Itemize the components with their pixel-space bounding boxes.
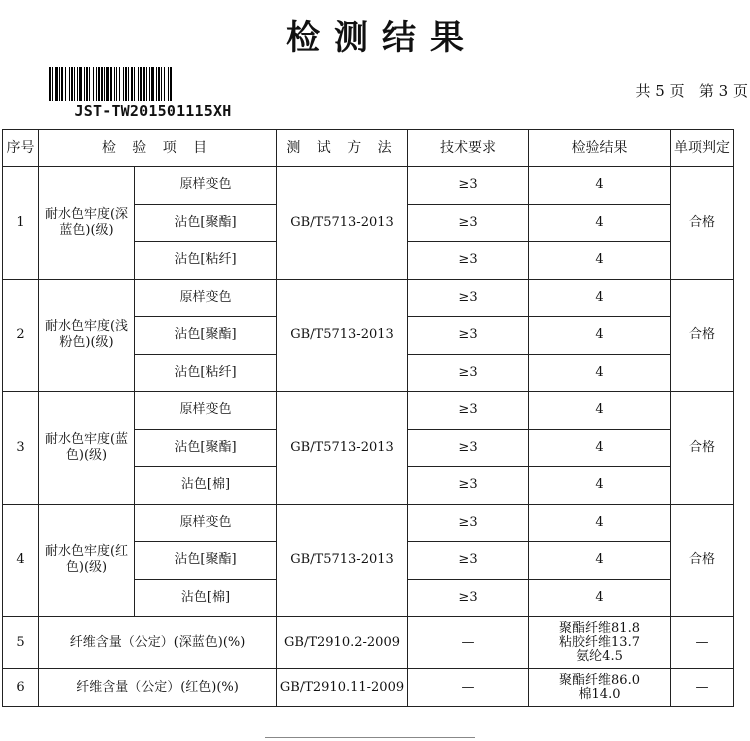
requirement: — xyxy=(408,669,529,707)
sub-item: 沾色[棉] xyxy=(135,579,277,617)
verdict: 合格 xyxy=(671,504,734,617)
result-line: 聚酯纤维86.0 xyxy=(559,672,640,688)
result: 4 xyxy=(529,317,671,355)
requirement: ≥3 xyxy=(408,354,529,392)
table-row xyxy=(3,504,734,542)
test-method: GB/T5713-2013 xyxy=(277,504,408,617)
test-item: 耐水色牢度(蓝色)(级) xyxy=(39,392,135,505)
col-header-result: 检验结果 xyxy=(529,130,671,167)
sub-item: 沾色[粘纤] xyxy=(135,354,277,392)
result xyxy=(529,669,671,707)
test-item: 耐水色牢度(深蓝色)(级) xyxy=(39,167,135,280)
col-header-method: 测 试 方 法 xyxy=(277,130,408,167)
barcode-number: JST-TW201501115XH xyxy=(74,102,232,120)
col-header-verdict: 单项判定 xyxy=(671,130,734,167)
result-line: 聚酯纤维81.8 xyxy=(559,620,640,636)
row-number: 1 xyxy=(3,167,39,280)
sub-item: 沾色[粘纤] xyxy=(135,242,277,280)
report-title: 检测结果 xyxy=(286,18,478,58)
verdict: — xyxy=(671,617,734,669)
test-item: 耐水色牢度(浅粉色)(级) xyxy=(39,279,135,392)
result: 4 xyxy=(529,392,671,430)
requirement: ≥3 xyxy=(408,279,529,317)
requirement: ≥3 xyxy=(408,242,529,280)
result: 4 xyxy=(529,167,671,205)
row-number: 6 xyxy=(3,669,39,707)
sub-item: 沾色[聚酯] xyxy=(135,542,277,580)
col-header-no: 序号 xyxy=(3,130,39,167)
test-method: GB/T2910.2-2009 xyxy=(277,617,408,669)
requirement: ≥3 xyxy=(408,392,529,430)
test-item: 纤维含量（公定）(红色)(%) xyxy=(39,669,277,707)
test-item: 纤维含量（公定）(深蓝色)(%) xyxy=(39,617,277,669)
sub-item: 原样变色 xyxy=(135,392,277,430)
requirement: ≥3 xyxy=(408,504,529,542)
row-number: 4 xyxy=(3,504,39,617)
requirement: ≥3 xyxy=(408,542,529,580)
requirement: ≥3 xyxy=(408,167,529,205)
result-line: 棉14.0 xyxy=(578,686,621,702)
results-table xyxy=(2,129,734,707)
table-row xyxy=(3,279,734,317)
sub-item: 原样变色 xyxy=(135,279,277,317)
result-line: 氨纶4.5 xyxy=(576,648,623,664)
footer-divider xyxy=(265,737,475,738)
test-method: GB/T5713-2013 xyxy=(277,392,408,505)
table-row xyxy=(3,392,734,430)
verdict: — xyxy=(671,669,734,707)
verdict: 合格 xyxy=(671,279,734,392)
table-header-row xyxy=(3,130,734,167)
requirement: — xyxy=(408,617,529,669)
requirement: ≥3 xyxy=(408,204,529,242)
requirement: ≥3 xyxy=(408,429,529,467)
row-number: 2 xyxy=(3,279,39,392)
result: 4 xyxy=(529,354,671,392)
result-line: 粘胶纤维13.7 xyxy=(559,634,640,650)
test-method: GB/T5713-2013 xyxy=(277,279,408,392)
row-number: 3 xyxy=(3,392,39,505)
sub-item: 沾色[聚酯] xyxy=(135,204,277,242)
result xyxy=(529,617,671,669)
table-row xyxy=(3,617,734,669)
result: 4 xyxy=(529,242,671,280)
sub-item: 原样变色 xyxy=(135,504,277,542)
test-item: 耐水色牢度(红色)(级) xyxy=(39,504,135,617)
result: 4 xyxy=(529,579,671,617)
row-number: 5 xyxy=(3,617,39,669)
col-header-requirement: 技术要求 xyxy=(408,130,529,167)
col-header-item: 检 验 项 目 xyxy=(39,130,277,167)
verdict: 合格 xyxy=(671,167,734,280)
page-info: 共 5 页 第 3 页 xyxy=(635,82,748,100)
verdict: 合格 xyxy=(671,392,734,505)
sub-item: 沾色[棉] xyxy=(135,467,277,505)
requirement: ≥3 xyxy=(408,317,529,355)
result: 4 xyxy=(529,467,671,505)
test-method: GB/T2910.11-2009 xyxy=(277,669,408,707)
result: 4 xyxy=(529,504,671,542)
test-method: GB/T5713-2013 xyxy=(277,167,408,280)
result: 4 xyxy=(529,279,671,317)
barcode-image xyxy=(49,67,255,101)
table-row xyxy=(3,669,734,707)
result: 4 xyxy=(529,542,671,580)
requirement: ≥3 xyxy=(408,579,529,617)
result: 4 xyxy=(529,429,671,467)
sub-item: 沾色[聚酯] xyxy=(135,317,277,355)
sub-item: 沾色[聚酯] xyxy=(135,429,277,467)
sub-item: 原样变色 xyxy=(135,167,277,205)
result: 4 xyxy=(529,204,671,242)
table-row xyxy=(3,167,734,205)
requirement: ≥3 xyxy=(408,467,529,505)
